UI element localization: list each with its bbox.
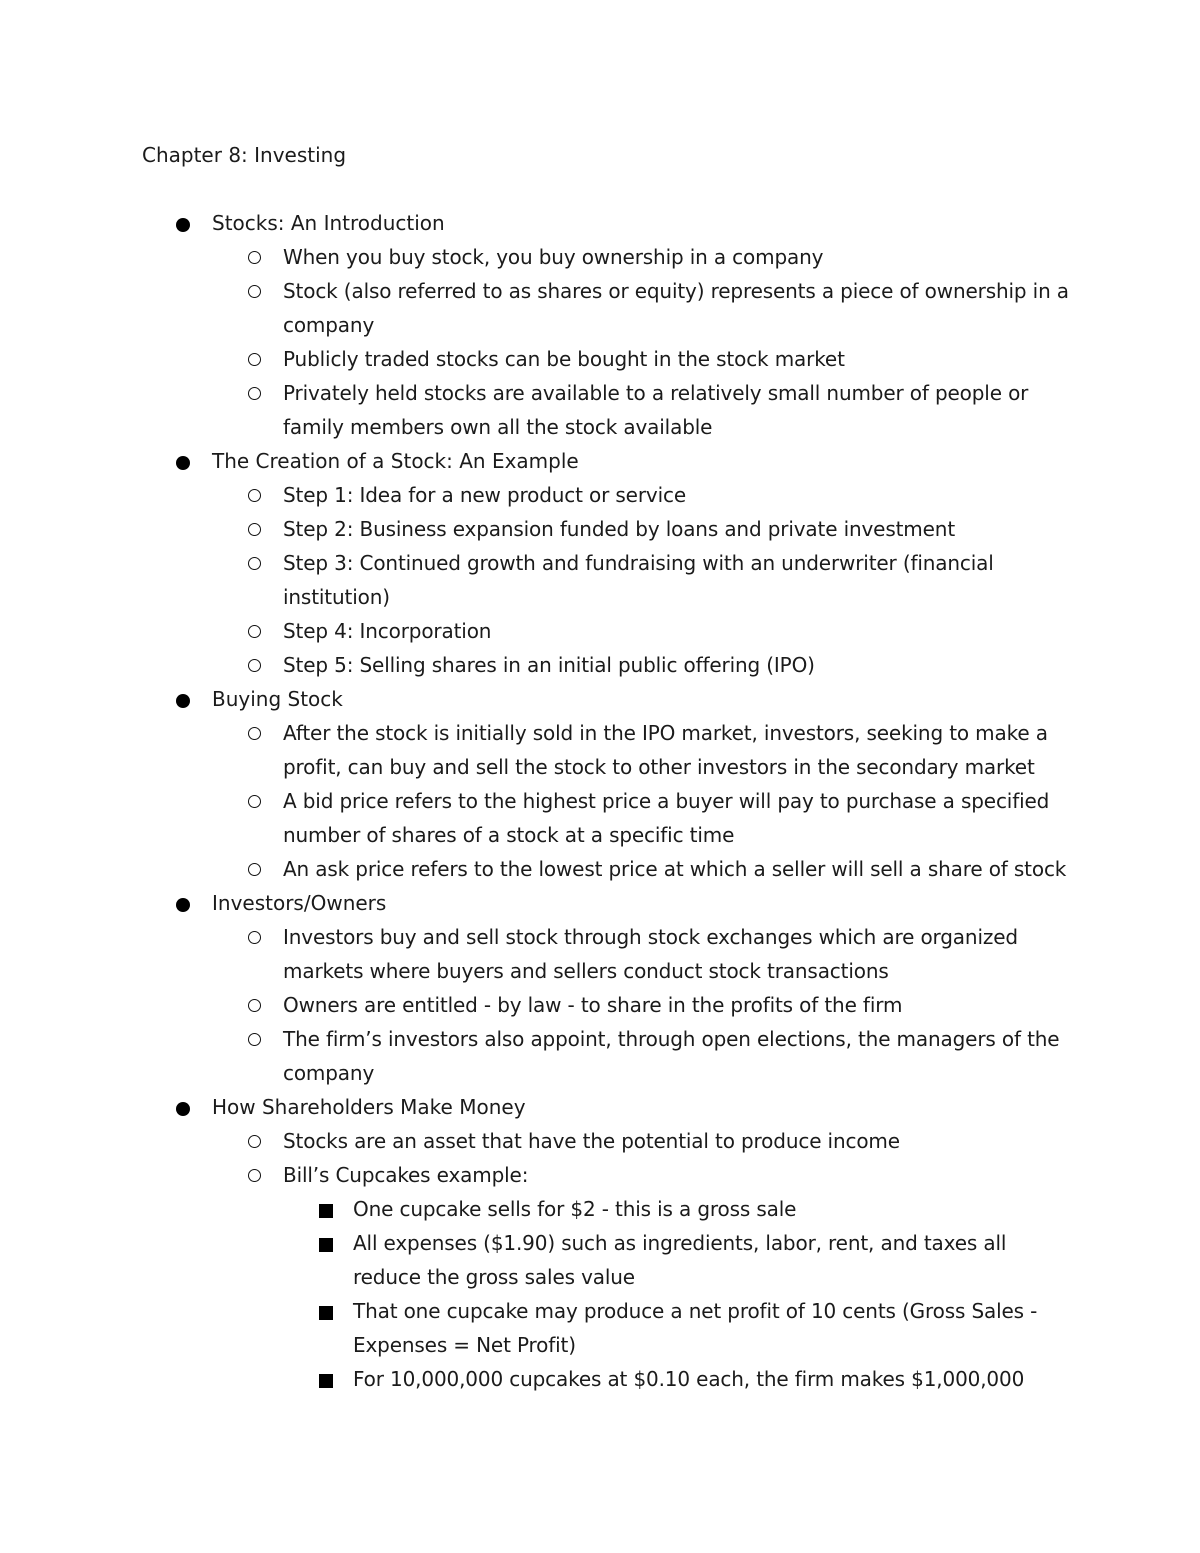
line-text: Step 2: Business expansion funded by loans and private investment: [283, 517, 956, 541]
section-heading: [212, 1090, 1200, 1124]
list-item: [283, 1022, 1200, 1056]
list-item: [283, 376, 1200, 410]
list-item: [283, 648, 1200, 682]
line-text: Owners are entitled - by law - to share in the profits of the firm: [283, 993, 903, 1017]
section-heading: [212, 206, 1200, 240]
line-text: company: [283, 313, 375, 337]
hollow-circle-bullet-icon: [248, 285, 261, 298]
line-text: Stocks are an asset that have the potential to produce income: [283, 1129, 900, 1153]
sub-list-item: [353, 1362, 1200, 1396]
line-text: An ask price refers to the lowest price at which a seller will sell a share of stock: [283, 857, 1067, 881]
hollow-circle-bullet-icon: [248, 1135, 261, 1148]
line-text: That one cupcake may produce a net profit of 10 cents (Gross Sales -: [353, 1299, 1038, 1323]
list-item: [283, 512, 1200, 546]
line-text: reduce the gross sales value: [353, 1265, 635, 1289]
section-heading-text: Investors/Owners: [212, 891, 387, 915]
section-heading-text: The Creation of a Stock: An Example: [212, 449, 579, 473]
filled-square-bullet-icon: [319, 1204, 333, 1218]
list-item: [283, 1124, 1200, 1158]
section-heading: [212, 444, 1200, 478]
list-item: [283, 716, 1200, 750]
filled-circle-bullet-icon: [176, 898, 190, 912]
line-text: Stock (also referred to as shares or equity) represents a piece of ownership in a: [283, 279, 1069, 303]
line-text: Step 1: Idea for a new product or service: [283, 483, 686, 507]
section-heading-text: How Shareholders Make Money: [212, 1095, 526, 1119]
line-text: institution): [283, 585, 390, 609]
list-item-continuation: [283, 308, 1200, 342]
line-text: One cupcake sells for $2 - this is a gross sale: [353, 1197, 797, 1221]
line-text: number of shares of a stock at a specific time: [283, 823, 735, 847]
line-text: Investors buy and sell stock through stock exchanges which are organized: [283, 925, 1018, 949]
hollow-circle-bullet-icon: [248, 353, 261, 366]
list-item-continuation: [283, 1056, 1200, 1090]
hollow-circle-bullet-icon: [248, 795, 261, 808]
filled-circle-bullet-icon: [176, 694, 190, 708]
filled-square-bullet-icon: [319, 1374, 333, 1388]
list-item: [283, 478, 1200, 512]
line-text: The firm’s investors also appoint, through open elections, the managers of the: [283, 1027, 1060, 1051]
hollow-circle-bullet-icon: [248, 999, 261, 1012]
line-text: Bill’s Cupcakes example:: [283, 1163, 529, 1187]
section-heading-text: Stocks: An Introduction: [212, 211, 445, 235]
line-text: company: [283, 1061, 375, 1085]
list-item: [283, 546, 1200, 580]
line-text: family members own all the stock available: [283, 415, 713, 439]
list-item: [283, 240, 1200, 274]
filled-square-bullet-icon: [319, 1238, 333, 1252]
hollow-circle-bullet-icon: [248, 557, 261, 570]
line-text: Publicly traded stocks can be bought in the stock market: [283, 347, 845, 371]
line-text: A bid price refers to the highest price a buyer will pay to purchase a specified: [283, 789, 1050, 813]
sub-list-item: [353, 1226, 1200, 1260]
line-text: When you buy stock, you buy ownership in a company: [283, 245, 824, 269]
line-text: Step 4: Incorporation: [283, 619, 492, 643]
line-text: All expenses ($1.90) such as ingredients, labor, rent, and taxes all: [353, 1231, 1007, 1255]
sub-list-item-continuation: [353, 1260, 1200, 1294]
line-text: After the stock is initially sold in the IPO market, investors, seeking to make a: [283, 721, 1048, 745]
line-text: profit, can buy and sell the stock to other investors in the secondary market: [283, 755, 1035, 779]
list-item-continuation: [283, 750, 1200, 784]
sub-list-item: [353, 1294, 1200, 1328]
list-item-continuation: [283, 818, 1200, 852]
filled-circle-bullet-icon: [176, 218, 190, 232]
list-item: [283, 920, 1200, 954]
hollow-circle-bullet-icon: [248, 863, 261, 876]
section-heading: [212, 886, 1200, 920]
list-item: [283, 988, 1200, 1022]
list-item: [283, 274, 1200, 308]
line-text: Step 5: Selling shares in an initial public offering (IPO): [283, 653, 815, 677]
section-heading-text: Buying Stock: [212, 687, 343, 711]
list-item: [283, 1158, 1200, 1192]
hollow-circle-bullet-icon: [248, 387, 261, 400]
hollow-circle-bullet-icon: [248, 659, 261, 672]
hollow-circle-bullet-icon: [248, 625, 261, 638]
filled-circle-bullet-icon: [176, 456, 190, 470]
list-item: [283, 342, 1200, 376]
list-item: [283, 614, 1200, 648]
filled-circle-bullet-icon: [176, 1102, 190, 1116]
list-item-continuation: [283, 954, 1200, 988]
sub-list-item-continuation: [353, 1328, 1200, 1362]
sub-list-item: [353, 1192, 1200, 1226]
line-text: For 10,000,000 cupcakes at $0.10 each, the firm makes $1,000,000: [353, 1367, 1025, 1391]
line-text: Step 3: Continued growth and fundraising with an underwriter (financial: [283, 551, 994, 575]
hollow-circle-bullet-icon: [248, 1033, 261, 1046]
list-item-continuation: [283, 410, 1200, 444]
hollow-circle-bullet-icon: [248, 251, 261, 264]
list-item: [283, 784, 1200, 818]
hollow-circle-bullet-icon: [248, 931, 261, 944]
line-text: markets where buyers and sellers conduct stock transactions: [283, 959, 889, 983]
filled-square-bullet-icon: [319, 1306, 333, 1320]
page-title: Chapter 8: Investing: [142, 143, 347, 167]
hollow-circle-bullet-icon: [248, 489, 261, 502]
line-text: Expenses = Net Profit): [353, 1333, 576, 1357]
hollow-circle-bullet-icon: [248, 523, 261, 536]
hollow-circle-bullet-icon: [248, 727, 261, 740]
list-item: [283, 852, 1200, 886]
outline-list: [0, 206, 1200, 1396]
hollow-circle-bullet-icon: [248, 1169, 261, 1182]
line-text: Privately held stocks are available to a relatively small number of people or: [283, 381, 1029, 405]
section-heading: [212, 682, 1200, 716]
list-item-continuation: [283, 580, 1200, 614]
